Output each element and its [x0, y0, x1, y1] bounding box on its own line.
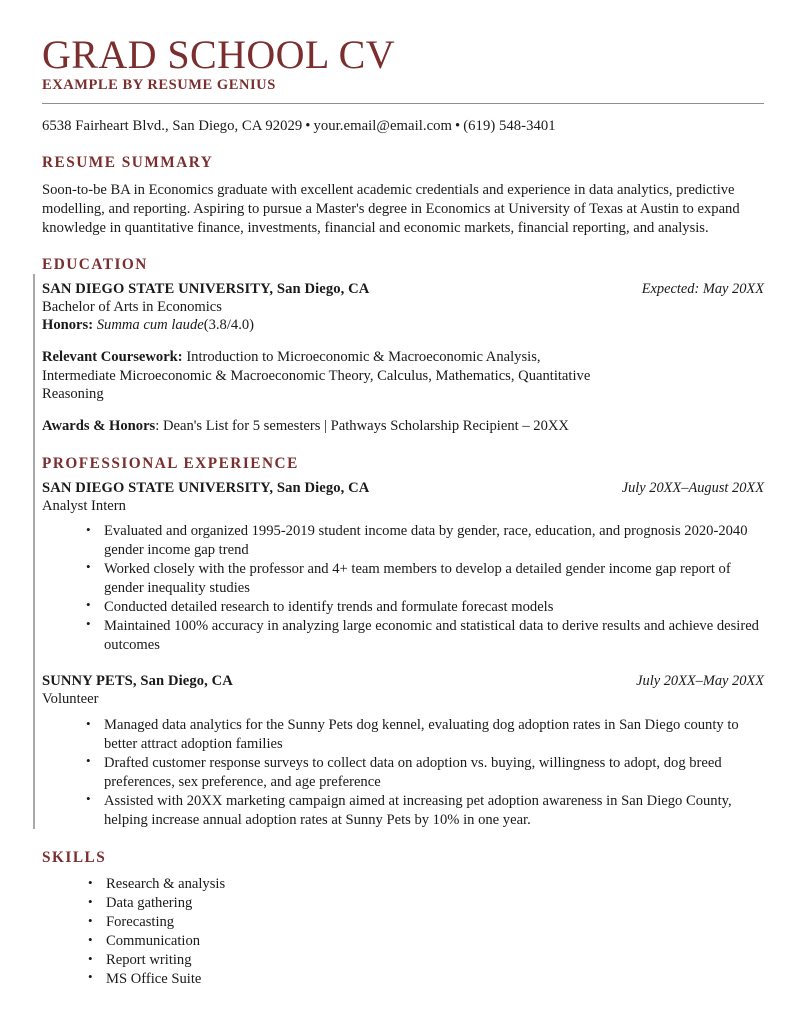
list-item: • Drafted customer response surveys to collect data on adoption vs. buying, willingness to adopt, dog breed preferences, sex preference, and age preference [86, 754, 764, 792]
list-item: • Assisted with 20XX marketing campaign aimed at increasing pet adoption awareness in San Diego County, helping increase annual adoption rates at Sunny Pets by 10% in one year. [86, 792, 764, 830]
content-rail-region [42, 274, 764, 830]
education-honors-gpa: (3.8/4.0) [203, 317, 255, 334]
list-item: • MS Office Suite [88, 970, 764, 989]
contact-separator-2: • [455, 117, 461, 134]
contact-address: 6538 Fairheart Blvd., San Diego, CA 92029 [42, 117, 303, 134]
skills-list [42, 875, 764, 988]
section-heading-skills: SKILLS [42, 849, 107, 867]
coursework-label: Relevant Coursework: [42, 348, 183, 365]
experience-date: July 20XX–May 20XX [636, 673, 764, 690]
coursework-value: Introduction to Microeconomic & Macroeconomic Analysis, Intermediate Microeconomic & Macroeconomic Theory, Calculus, Mathematics, Quantitative Reasoning [42, 348, 591, 403]
experience-bullet-list [42, 522, 764, 654]
list-item: • Forecasting [88, 913, 764, 932]
contact-email[interactable]: your.email@email.com [313, 117, 453, 134]
document-subtitle: EXAMPLE BY RESUME GENIUS [42, 76, 276, 93]
experience-employer: SUNNY PETS, San Diego, CA [42, 673, 233, 690]
list-item: • Data gathering [88, 894, 764, 913]
experience-employer: SAN DIEGO STATE UNIVERSITY, San Diego, CA [42, 479, 370, 496]
section-heading-education: EDUCATION [42, 255, 148, 273]
section-heading-summary: RESUME SUMMARY [42, 153, 214, 171]
contact-line [42, 104, 764, 135]
list-item: • Maintained 100% accuracy in analyzing large economic and statistical data to derive results and achieve desired outcomes [86, 617, 764, 655]
section-experience [42, 436, 764, 473]
list-item: • Report writing [88, 951, 764, 970]
left-accent-rail [33, 274, 35, 830]
section-resume-summary [42, 135, 764, 238]
page-title: GRAD SCHOOL CV [42, 32, 396, 77]
list-item: • Evaluated and organized 1995-2019 student income data by gender, race, education, and prognosis 2020-2040 gender income gap trend [86, 522, 764, 560]
education-date: Expected: May 20XX [641, 280, 764, 297]
list-item: • Worked closely with the professor and 4+ team members to develop a detailed gender income gap report of gender inequality studies [86, 560, 764, 598]
document-header [42, 34, 764, 135]
awards-value: : Dean's List for 5 semesters | Pathways Scholarship Recipient – 20XX [155, 417, 569, 434]
education-honors-label: Honors: [42, 317, 94, 334]
education-honors-value: Summa cum laude [96, 317, 204, 334]
awards-label: Awards & Honors [42, 417, 156, 434]
section-skills [42, 829, 764, 988]
experience-entry-header [42, 673, 764, 690]
list-item: • Research & analysis [88, 875, 764, 894]
section-heading-experience: PROFESSIONAL EXPERIENCE [42, 454, 299, 472]
education-entry [42, 281, 764, 335]
section-education [42, 238, 764, 274]
contact-phone[interactable]: (619) 548-3401 [463, 117, 556, 134]
education-entry-header [42, 281, 764, 298]
education-institution: SAN DIEGO STATE UNIVERSITY, San Diego, CA [42, 280, 370, 297]
education-awards [42, 417, 764, 436]
education-coursework [42, 348, 602, 404]
experience-role: Analyst Intern [42, 497, 126, 514]
list-item: • Managed data analytics for the Sunny Pets dog kennel, evaluating dog adoption rates in San Diego county to better attract adoption families [86, 716, 764, 754]
experience-bullet-list [42, 716, 764, 829]
list-item: • Conducted detailed research to identify trends and formulate forecast models [86, 598, 764, 617]
experience-entry-header [42, 480, 764, 497]
education-honors [42, 316, 764, 335]
contact-separator-1: • [305, 117, 311, 134]
list-item: • Communication [88, 932, 764, 951]
education-degree: Bachelor of Arts in Economics [42, 298, 222, 315]
experience-role: Volunteer [42, 691, 99, 708]
summary-body-text: Soon-to-be BA in Economics graduate with excellent academic credentials and experience in data analytics, predictive modelling, and reporting. Aspiring to pursue a Master's degree in Economics at University of Texas at Austin to expand knowledge in quantitative finance, investments, financial and economic markets, financial reporting, and analysis. [42, 181, 740, 236]
experience-entry [42, 673, 764, 829]
experience-date: July 20XX–August 20XX [621, 479, 764, 496]
experience-entry [42, 480, 764, 655]
